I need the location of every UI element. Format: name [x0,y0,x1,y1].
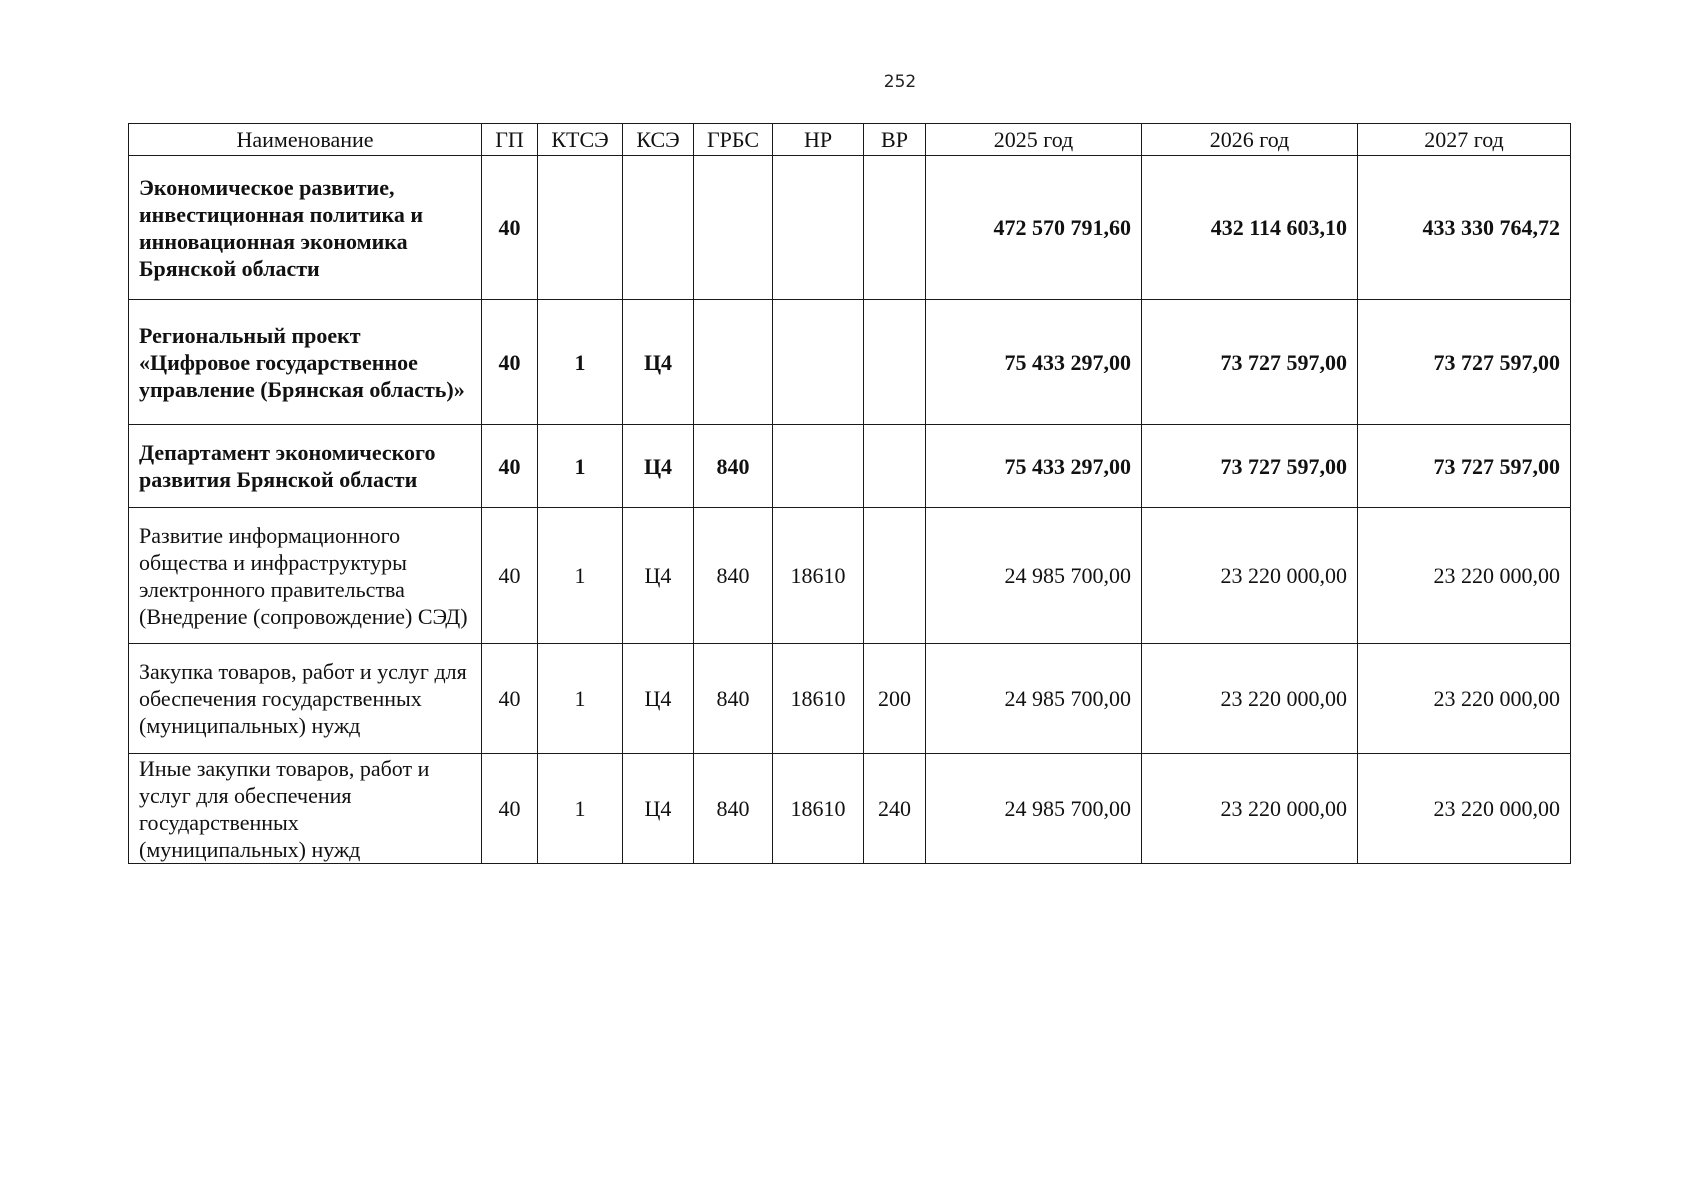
cell-ktse: 1 [538,644,623,754]
cell-nr [773,425,864,508]
cell-ktse: 1 [538,300,623,425]
cell-ktse: 1 [538,508,623,644]
cell-2025: 472 570 791,60 [926,156,1142,300]
cell-nr: 18610 [773,644,864,754]
cell-2026: 73 727 597,00 [1142,425,1358,508]
cell-2027: 73 727 597,00 [1358,425,1571,508]
table-body [129,156,1571,864]
header-vr: ВР [864,124,926,156]
table-row [129,425,1571,508]
table-header [129,124,1571,156]
cell-ktse: 1 [538,425,623,508]
header-nr: НР [773,124,864,156]
cell-name: Закупка товаров, работ и услуг для обеспечения государственных (муниципальных) нужд [129,644,482,754]
cell-2025: 75 433 297,00 [926,300,1142,425]
cell-nr [773,156,864,300]
cell-2025: 24 985 700,00 [926,508,1142,644]
cell-grbs: 840 [694,644,773,754]
cell-2027: 23 220 000,00 [1358,644,1571,754]
table-row [129,300,1571,425]
cell-name: Развитие информационного общества и инфраструктуры электронного правительства (Внедрение (сопровождение) СЭД) [129,508,482,644]
header-2026: 2026 год [1142,124,1358,156]
cell-vr: 240 [864,754,926,864]
header-kse: КСЭ [623,124,694,156]
cell-2025: 24 985 700,00 [926,644,1142,754]
header-ktse: КТСЭ [538,124,623,156]
cell-ktse: 1 [538,754,623,864]
cell-ktse [538,156,623,300]
cell-kse: Ц4 [623,300,694,425]
table-row [129,156,1571,300]
header-name: Наименование [129,124,482,156]
cell-vr [864,508,926,644]
table-row [129,754,1571,864]
cell-kse: Ц4 [623,754,694,864]
cell-nr [773,300,864,425]
cell-name: Иные закупки товаров, работ и услуг для обеспечения государственных (муниципальных) нужд [129,754,482,864]
cell-2025: 75 433 297,00 [926,425,1142,508]
cell-2027: 23 220 000,00 [1358,754,1571,864]
budget-table [128,123,1571,864]
cell-2025: 24 985 700,00 [926,754,1142,864]
header-gp: ГП [482,124,538,156]
cell-name: Департамент экономического развития Брянской области [129,425,482,508]
cell-kse [623,156,694,300]
cell-vr [864,300,926,425]
cell-2026: 23 220 000,00 [1142,644,1358,754]
cell-grbs [694,300,773,425]
cell-2026: 73 727 597,00 [1142,300,1358,425]
cell-grbs: 840 [694,425,773,508]
table-row [129,508,1571,644]
header-2025: 2025 год [926,124,1142,156]
cell-grbs [694,156,773,300]
header-grbs: ГРБС [694,124,773,156]
cell-kse: Ц4 [623,644,694,754]
cell-grbs: 840 [694,754,773,864]
cell-gp: 40 [482,508,538,644]
cell-gp: 40 [482,644,538,754]
cell-nr: 18610 [773,508,864,644]
table-row [129,644,1571,754]
cell-kse: Ц4 [623,425,694,508]
cell-nr: 18610 [773,754,864,864]
cell-gp: 40 [482,156,538,300]
cell-vr [864,425,926,508]
cell-2027: 23 220 000,00 [1358,508,1571,644]
cell-kse: Ц4 [623,508,694,644]
cell-2027: 73 727 597,00 [1358,300,1571,425]
cell-name: Региональный проект «Цифровое государственное управление (Брянская область)» [129,300,482,425]
cell-gp: 40 [482,300,538,425]
cell-gp: 40 [482,754,538,864]
header-2027: 2027 год [1358,124,1571,156]
cell-grbs: 840 [694,508,773,644]
cell-2026: 23 220 000,00 [1142,508,1358,644]
cell-vr: 200 [864,644,926,754]
cell-2026: 432 114 603,10 [1142,156,1358,300]
cell-vr [864,156,926,300]
header-row [129,124,1571,156]
page-number: 252 [883,72,917,92]
cell-2026: 23 220 000,00 [1142,754,1358,864]
cell-name: Экономическое развитие, инвестиционная политика и инновационная экономика Брянской области [129,156,482,300]
cell-2027: 433 330 764,72 [1358,156,1571,300]
cell-gp: 40 [482,425,538,508]
